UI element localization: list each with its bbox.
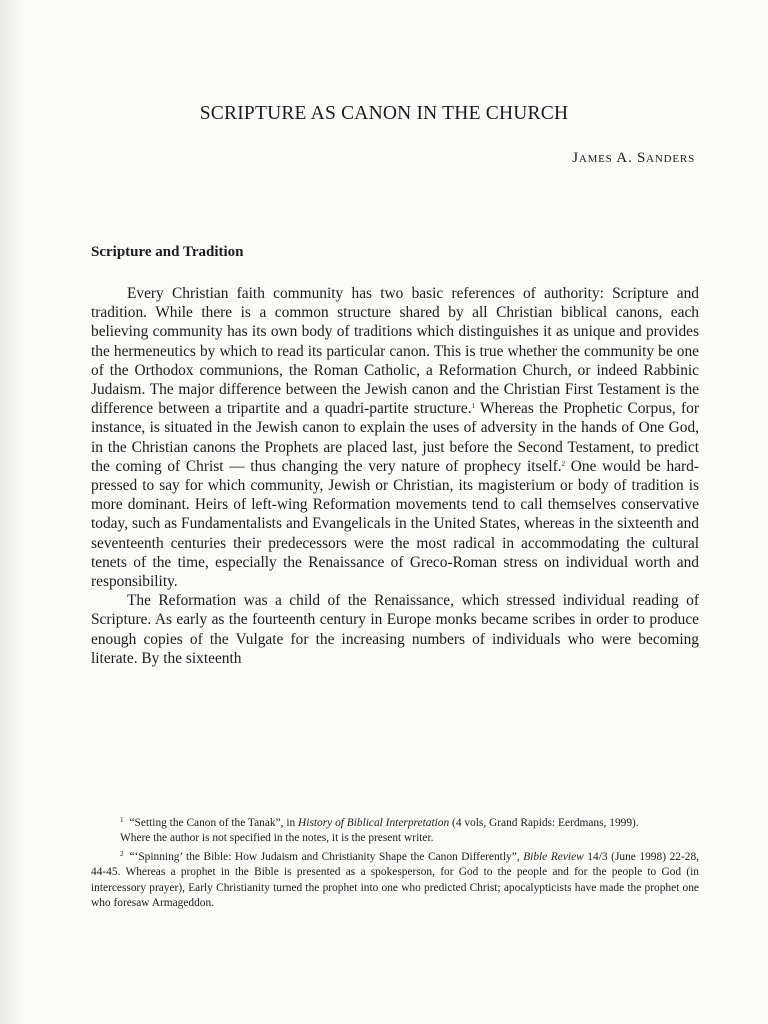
footnote-ref-2[interactable]: 2: [561, 459, 566, 468]
footnote-1-text-before: “Setting the Canon of the Tanak”, in: [129, 817, 299, 829]
footnote-2: [91, 847, 699, 912]
paragraph-1-part-1: Every Christian faith community has two basic references of authority: Scripture and tradition. While there is a common structure shared by all Christian biblical canons, each believing community has its own body of traditions which distinguishes it as unique and provides the hermeneutics by which to read its particular canon. This is true whether the community be one of the Orthodox communions, the Roman Catholic, a Reformation Church, or indeed Rabbinic Judaism. The major difference between the Jewish canon and the Christian First Testament is the difference between a tripartite and a quadri-partite structure.: [91, 285, 699, 418]
paragraph-1-part-2: Whereas the Prophetic Corpus, for instance, is situated in the Jewish canon to explain the uses of adversity in the hands of One God, in the Christian canons the Prophets are placed last, just before the Second Testament, to predict the coming of Christ — thus changing the very nature of prophecy itself.: [91, 400, 699, 475]
footnote-2-italic-title: Bible Review: [523, 850, 584, 863]
paragraph-1: [91, 284, 699, 591]
footnote-2-text-before: “‘Spinning’ the Bible: How Judaism and Christianity Shape the Canon Differently”,: [129, 850, 524, 863]
footnote-2-mark: 2: [120, 849, 124, 858]
footnote-1-text-after: (4 vols, Grand Rapids: Eerdmans, 1999).: [449, 817, 639, 829]
footnote-1-italic-title: History of Biblical Interpretation: [298, 817, 450, 829]
footnote-2-text-after: 14/3 (June 1998) 22-28, 44-45. Whereas a prophet in the Bible is presented as a spokesperson, for God to the people and for the people to God (in intercessory prayer), Early Christianity turned the prophet into one who predicted Christ; apocalypticists have made the prophet one who foresaw Armageddon.: [91, 850, 699, 910]
article-title: SCRIPTURE AS CANON IN THE CHURCH: [199, 103, 569, 124]
section-heading: Scripture and Tradition: [91, 244, 244, 260]
scan-shadow-edge: [0, 0, 26, 1024]
author-name: James A. Sanders: [572, 150, 695, 166]
footnote-author-note: Where the author is not specified in the notes, it is the present writer.: [120, 832, 434, 845]
body-text: [91, 284, 699, 668]
footnotes: [91, 813, 699, 911]
footnote-1-mark: 1: [120, 816, 124, 824]
paragraph-2: The Reformation was a child of the Renaissance, which stressed individual reading of Scripture. As early as the fourteenth century in Europe monks became scribes in order to produce enough copies of the Vulgate for the increasing numbers of individuals who were becoming literate. By the sixteenth: [91, 592, 699, 667]
footnote-ref-1[interactable]: 1: [471, 402, 476, 411]
paragraph-1-part-3: One would be hard-pressed to say for which community, Jewish or Christian, its magisterium or body of tradition is more dominant. Heirs of left-wing Reformation movements tend to call themselves conservative today, such as Fundamentalists and Evangelicals in the United States, whereas in the sixteenth and seventeenth centuries their predecessors were the most radical in accommodating the cultural tenets of the time, especially the Renaissance of Greco-Roman stress on individual worth and responsibility.: [91, 457, 699, 591]
footnote-1: [91, 813, 699, 831]
